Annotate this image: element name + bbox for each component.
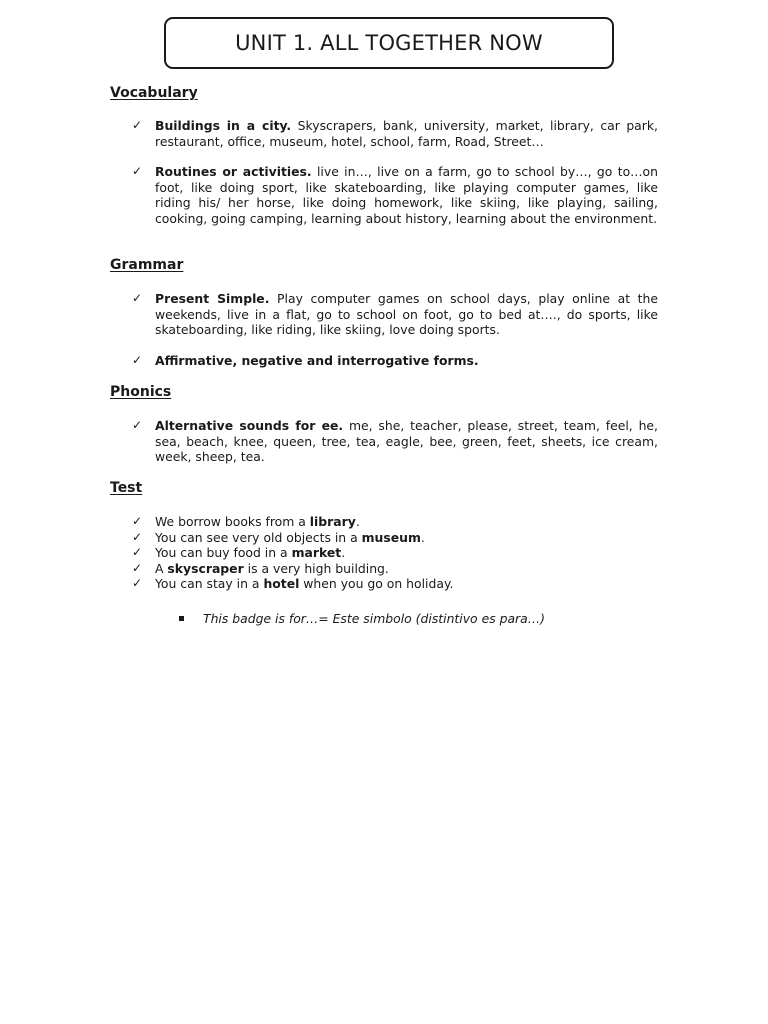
test-text-before: A [155,560,168,576]
test-item [132,576,658,592]
check-icon: ✓ [132,529,143,544]
square-bullet-icon [179,616,184,621]
unit-title-box [164,17,614,69]
vocabulary-item-body [155,118,658,149]
item-term: Affirmative, negative and interrogative forms. [155,353,479,368]
test-keyword: skyscraper [167,560,244,576]
test-item-text [155,545,345,561]
item-text: live in…, live on a farm, go to school by…, go to…on foot, like doing sport, like skateboarding, like playing computer games, like riding his/ her horse, like doing homework, like skiing, like playing, sailing, cooking, going camping, learning about history, learning about the environment. [155,164,658,226]
check-icon: ✓ [132,545,143,560]
test-keyword: museum [361,529,421,545]
grammar-item [132,353,658,369]
item-text: me, she, teacher, please, street, team, feel, he, sea, beach, knee, queen, tree, tea, eagle, bee, green, feet, sheets, ice cream, week, sheep, tea. [155,418,658,464]
vocabulary-item-body [155,164,658,226]
check-icon: ✓ [132,164,143,178]
check-icon: ✓ [132,353,143,367]
test-item [132,561,658,577]
test-item [132,530,658,546]
check-icon: ✓ [132,560,143,575]
test-text-after: . [355,514,360,529]
test-item-text [155,561,389,577]
test-text-after: when you go on holiday. [299,576,454,592]
test-item-text [155,514,360,530]
grammar-item-body [155,353,658,369]
test-text-after: . [341,545,346,561]
test-text-before: You can stay in a [155,576,264,592]
item-text: Play computer games on school days, play online at the weekends, live in a flat, go to school on foot, go to bed at…., do sports, like skateboarding, like riding, like skiing, love doing sports. [155,291,659,337]
badge-note [179,611,545,626]
test-text-before: You can buy food in a [155,545,292,561]
section-heading-grammar: Grammar [110,257,184,273]
section-heading-test: Test [110,480,143,496]
check-icon: ✓ [132,514,143,528]
item-text: Skyscrapers, bank, university, market, library, car park, restaurant, office, museum, hotel, school, farm, Road, Street… [155,118,658,149]
item-term: Buildings in a city. [155,118,292,133]
test-item [132,545,658,561]
check-icon: ✓ [132,418,143,432]
test-list [132,514,658,592]
grammar-item [132,291,658,338]
phonics-item-body [155,418,658,465]
test-text-before: You can see very old objects in a [155,529,362,545]
item-term: Routines or activities. [155,164,312,179]
section-heading-phonics: Phonics [110,384,172,400]
test-keyword: library [309,514,356,529]
test-keyword: hotel [263,576,300,592]
test-item [132,514,658,530]
test-text-after: . [420,529,425,545]
check-icon: ✓ [132,118,143,132]
unit-title: UNIT 1. ALL TOGETHER NOW [235,31,543,55]
item-term: Alternative sounds for ee. [155,418,344,433]
test-text-before: We borrow books from a [155,514,310,529]
vocabulary-item [132,164,658,226]
test-item-text [155,530,425,546]
check-icon: ✓ [132,291,143,305]
vocabulary-item [132,118,658,149]
test-item-text [155,576,453,592]
badge-note-text: This badge is for…= Este simbolo (distintivo es para…) [203,611,545,626]
item-term: Present Simple. [155,291,270,306]
test-text-after: is a very high building. [243,560,389,576]
section-heading-vocabulary: Vocabulary [110,85,198,101]
test-keyword: market [291,545,342,561]
check-icon: ✓ [132,576,143,591]
grammar-item-body [155,291,658,338]
phonics-item [132,418,658,465]
